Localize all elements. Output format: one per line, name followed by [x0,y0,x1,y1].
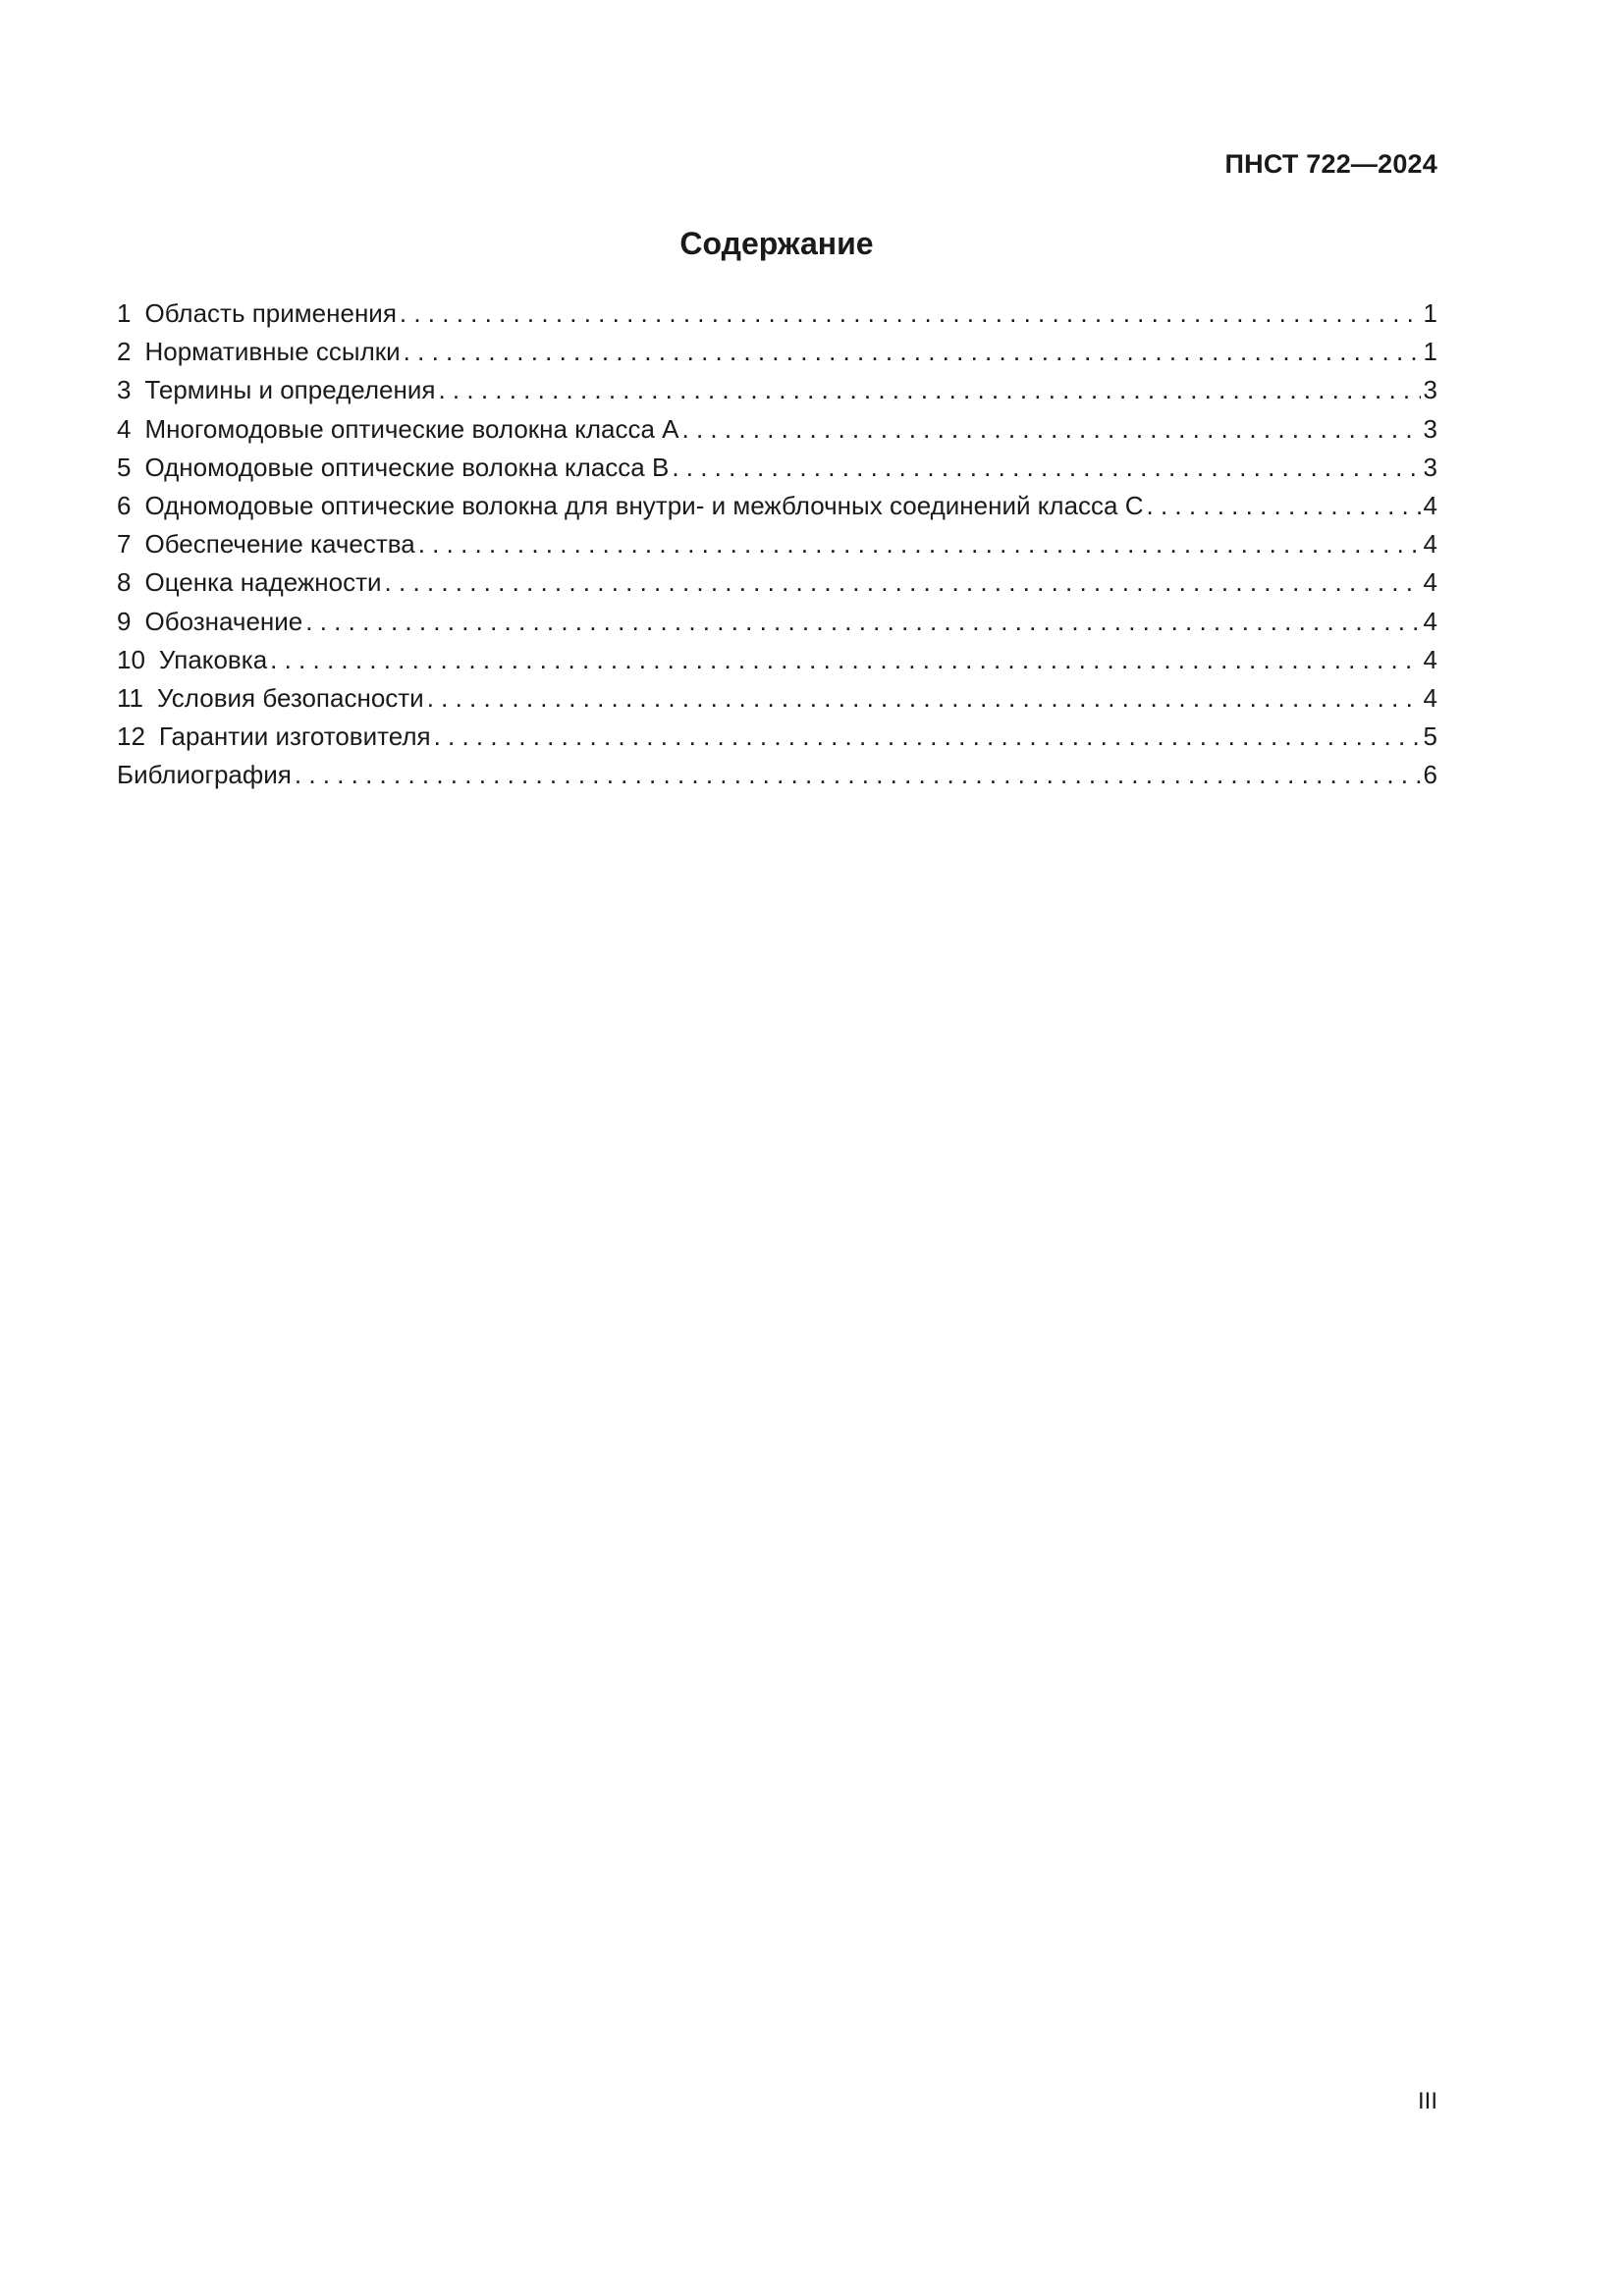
toc-entry[interactable] [117,603,1437,641]
dot-leader [438,371,1420,409]
toc-entry-number: 3 [117,375,132,405]
toc-entry-number: 6 [117,490,132,520]
toc-entry-page: 4 [1423,644,1437,674]
toc-entry-number: 12 [117,721,145,752]
toc-entry[interactable] [117,371,1437,409]
page-number: III [1417,2088,1437,2114]
toc-entry-title: Область применения [144,298,397,328]
toc-title: Содержание [679,226,874,261]
toc-entry-page: 3 [1423,375,1437,405]
toc-entry-number: 8 [117,567,132,598]
dot-leader [1147,487,1421,525]
toc-entry-number: 4 [117,413,132,444]
toc-entry-title: Обеспечение качества [144,529,415,560]
toc-entry-number: 1 [117,298,132,328]
toc-entry-number: 5 [117,452,132,482]
toc-entry-number: 11 [117,682,143,713]
toc-entry-title: Обозначение [144,606,303,636]
dot-leader [295,756,1421,794]
toc-entry-page: 5 [1423,721,1437,752]
dot-leader [305,603,1420,641]
toc-entry[interactable] [117,294,1437,333]
toc-entry[interactable] [117,487,1437,525]
toc-entry-title: Библиография [117,760,292,790]
dot-leader [385,563,1421,602]
dot-leader [427,679,1421,718]
toc-entry-number: 7 [117,529,132,560]
toc-entry-page: 4 [1423,567,1437,598]
toc-entry[interactable] [117,679,1437,718]
toc-entry[interactable] [117,410,1437,449]
toc-entry-page: 4 [1423,682,1437,713]
toc-entry-title: Оценка надежности [144,567,382,598]
toc-entry-title: Нормативные ссылки [144,337,401,367]
toc-entry-page: 3 [1423,452,1437,482]
toc-entry-title: Многомодовые оптические волокна класса A [144,413,679,444]
document-code: ПНСТ 722—2024 [1224,149,1437,179]
toc-entry-title: Одномодовые оптические волокна класса B [144,452,670,482]
toc-entry-page: 1 [1423,337,1437,367]
toc-entry-title: Условия безопасности [157,682,424,713]
toc-entry-page: 4 [1423,490,1437,520]
toc-entry-page: 6 [1423,760,1437,790]
toc-entry-page: 3 [1423,413,1437,444]
dot-leader [434,718,1421,756]
dot-leader [404,333,1421,371]
toc-entry[interactable] [117,525,1437,563]
dot-leader [270,641,1420,679]
toc-entry-page: 1 [1423,298,1437,328]
toc-entry-page: 4 [1423,529,1437,560]
dot-leader [400,294,1421,333]
toc-entry[interactable] [117,449,1437,487]
dot-leader [672,449,1420,487]
toc-entry[interactable] [117,563,1437,602]
table-of-contents [117,294,1437,794]
toc-entry[interactable] [117,718,1437,756]
toc-entry[interactable] [117,641,1437,679]
toc-entry-number: 10 [117,644,145,674]
toc-entry-number: 9 [117,606,132,636]
toc-entry-title: Одномодовые оптические волокна для внутри- и межблочных соединений класса C [144,490,1144,520]
dot-leader [682,410,1421,449]
toc-entry-title: Упаковка [158,644,268,674]
toc-entry-number: 2 [117,337,132,367]
toc-entry-bibliography[interactable] [117,756,1437,794]
dot-leader [418,525,1421,563]
toc-entry[interactable] [117,333,1437,371]
toc-entry-title: Гарантии изготовителя [158,721,431,752]
toc-entry-title: Термины и определения [144,375,436,405]
toc-entry-page: 4 [1423,606,1437,636]
